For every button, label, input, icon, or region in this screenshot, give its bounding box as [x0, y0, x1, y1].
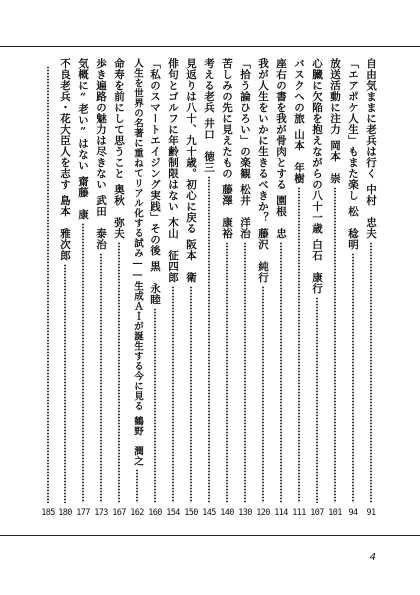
toc-entry-title: バスクへの旅 [293, 58, 305, 124]
toc-entry-title: 苦しみの先に見えたもの [221, 58, 233, 179]
toc-entry[interactable] [128, 58, 146, 518]
toc-dot-leader [172, 286, 174, 503]
toc-entry-page: 160 [148, 508, 162, 518]
toc-entry-title: 人生を世界の名著に重ねてリアル化する試み――生成ＡＩが誕生する今に見る [132, 58, 143, 411]
toc-dot-leader [280, 242, 282, 503]
toc-dot-leader [154, 308, 156, 503]
toc-entry-page: 162 [130, 508, 144, 518]
toc-entry-title: 命寿を前にして思うこと [113, 58, 125, 179]
toc-entry-page: 101 [328, 508, 342, 518]
top-rule [0, 46, 420, 47]
table-of-contents [40, 58, 380, 518]
toc-entry[interactable] [56, 58, 74, 518]
toc-entry-author: 島本 雅次郎 [59, 195, 71, 261]
toc-entry-page: 167 [112, 508, 126, 518]
toc-entry-title: 座右の書を我が骨肉とする [275, 58, 287, 190]
toc-dot-leader [352, 253, 354, 503]
toc-entry-author: 藤沢 純行 [257, 228, 269, 283]
toc-entry[interactable] [182, 58, 200, 518]
toc-dot-leader [208, 176, 210, 503]
toc-dot-leader [262, 286, 264, 503]
toc-entry-title: 俳句とゴルフに年齢制限はない [167, 58, 179, 212]
toc-entry-author: 岡本 崇 [329, 140, 341, 184]
toc-entry[interactable] [110, 58, 128, 518]
toc-entry-author: 井口 徳三 [203, 118, 215, 173]
toc-entry-title: 我が人生をいかに生きるべきか？ [257, 58, 269, 223]
toc-entry-title: 見返りは八十、九十歳。初心に戻る [185, 58, 197, 234]
toc-dot-leader [316, 297, 318, 503]
toc-entry-author: 園根 忠 [275, 195, 287, 239]
toc-entry-page: 173 [94, 508, 108, 518]
toc-entry-page: 154 [166, 508, 180, 518]
toc-entry[interactable] [290, 58, 308, 518]
toc-entry-title: 心臓に欠陥を抱えながらの八十一歳 [311, 58, 323, 234]
toc-entry[interactable] [146, 58, 164, 518]
toc-entry-author: 白石 康行 [311, 239, 323, 294]
toc-dot-leader [82, 223, 84, 503]
toc-entry[interactable] [218, 58, 236, 518]
toc-entry-page: 180 [58, 508, 72, 518]
page-number: 4 [369, 552, 376, 563]
toc-entry[interactable] [164, 58, 182, 518]
toc-entry[interactable] [362, 58, 380, 518]
toc-dot-leader [136, 469, 138, 503]
toc-entry-page: 177 [76, 508, 90, 518]
toc-entry-page: 111 [292, 508, 306, 518]
toc-entry-title: 気概に“老い”はない [77, 58, 89, 171]
toc-entry-author: 木山 征四郎 [167, 217, 179, 283]
toc-dot-leader [370, 242, 372, 503]
toc-dot-leader [64, 264, 66, 503]
toc-entry-author: 齋藤 康 [77, 176, 89, 220]
toc-entry-page: 130 [238, 508, 252, 518]
toc-entry-title: 歩き遍路の魅力は尽きない [95, 58, 107, 190]
toc-entry-page: 114 [274, 508, 288, 518]
toc-entry-page: 140 [220, 508, 234, 518]
toc-entry-author: 山本 年樹 [293, 129, 305, 184]
toc-dot-leader [226, 242, 228, 503]
toc-entry-page: 120 [256, 508, 270, 518]
toc-entry[interactable] [92, 58, 110, 518]
toc-entry-author: 奥秋 弥夫 [113, 184, 125, 239]
toc-dot-leader [190, 286, 192, 503]
toc-entry-page: 107 [310, 508, 324, 518]
toc-entry-author: 武田 泰治 [95, 195, 107, 250]
toc-entry[interactable] [236, 58, 254, 518]
toc-dot-leader [100, 253, 102, 503]
toc-entry-title: 放送活動に注力 [329, 58, 341, 135]
toc-dot-leader [244, 242, 246, 503]
toc-entry[interactable] [272, 58, 290, 518]
toc-entry-author: 黒 永睦 [149, 261, 161, 305]
toc-entry[interactable] [308, 58, 326, 518]
toc-dot-leader [47, 66, 49, 503]
toc-entry-title: 考える老兵 [203, 58, 215, 113]
toc-entry-author: 松井 洋治 [239, 184, 251, 239]
toc-dot-leader [298, 187, 300, 503]
toc-entry-title: 「拾う論ひろい」の楽観 [239, 58, 251, 179]
toc-entry-author: 阪本 衛 [185, 239, 197, 283]
toc-dot-leader [334, 187, 336, 503]
toc-entry[interactable] [74, 58, 92, 518]
toc-entry-title: 「私のスマートエイジング実践」その後 [149, 58, 161, 256]
toc-entry[interactable] [326, 58, 344, 518]
toc-dot-leader [118, 242, 120, 503]
toc-entry-author: 鶴野 潤之 [132, 416, 143, 466]
toc-entry-page: 150 [184, 508, 198, 518]
toc-entry-title: 不良老兵・花大臣人を志す [59, 58, 71, 190]
toc-entry-page: 94 [348, 508, 358, 518]
toc-entry-page: 185 [41, 508, 55, 518]
toc-entry-title: 自由気ままに老兵は行く [365, 58, 377, 179]
toc-entry-page: 145 [202, 508, 216, 518]
toc-entry-author: 藤澤 康裕 [221, 184, 233, 239]
toc-entry[interactable] [344, 58, 362, 518]
bottom-rule [0, 535, 420, 536]
toc-entry-title: 「エアポケ人生」もまた楽し [347, 58, 359, 201]
toc-entry[interactable] [40, 58, 56, 518]
toc-entry-author: 松 稔明 [347, 206, 359, 250]
toc-entry-author: 中村 忠夫 [365, 184, 377, 239]
toc-entry[interactable] [200, 58, 218, 518]
toc-entry-page: 91 [366, 508, 376, 518]
toc-entry[interactable] [254, 58, 272, 518]
